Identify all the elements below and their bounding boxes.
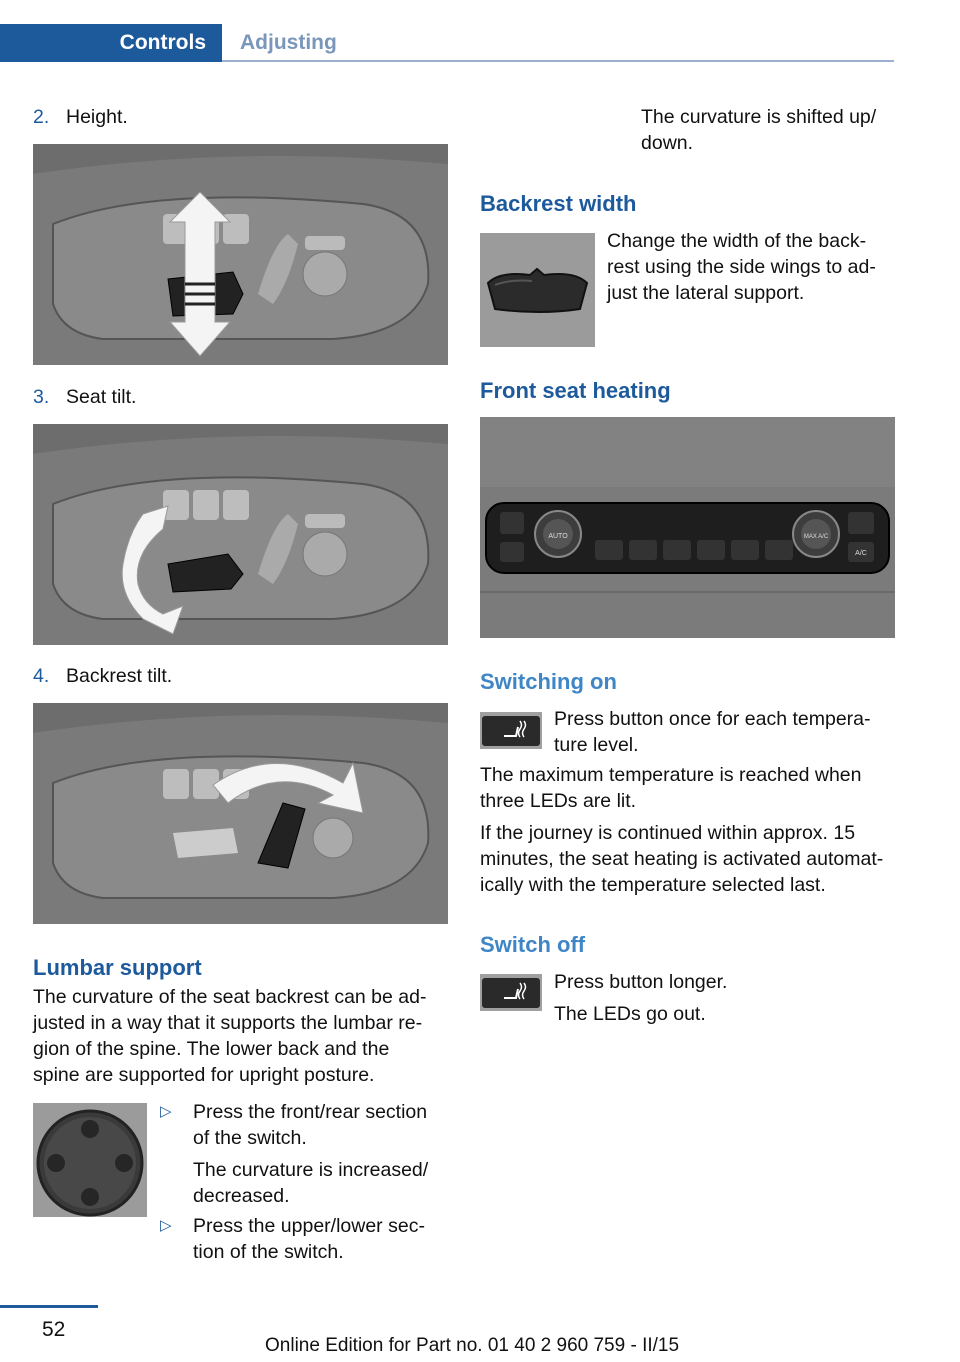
lumbar-support-text [33, 984, 453, 1088]
item-text: Seat tilt. [66, 386, 137, 408]
front-seat-heating-heading: Front seat heating [480, 378, 671, 403]
text-line: decreased. [193, 1185, 290, 1207]
panel-auto-label: AUTO [548, 533, 568, 540]
edition-text: Online Edition for Part no. 01 40 2 960 759 - II/15 [265, 1335, 680, 1356]
journey-continued-text [480, 820, 900, 898]
text-line: rest using the side wings to ad‐ [607, 256, 876, 278]
text-line: Press the front/rear section [193, 1101, 428, 1123]
text-line: Change the width of the back‐ [607, 230, 867, 252]
lumbar-bullet-front-rear [160, 1099, 450, 1209]
switch-off-instruction [554, 969, 894, 1027]
bullet-triangle-icon: ▷ [160, 1217, 172, 1234]
text-line: minutes, the seat heating is activated automat‐ [480, 848, 884, 870]
list-item-backrest-tilt [33, 663, 173, 689]
text-line: just the lateral support. [607, 282, 805, 304]
text-line: down. [641, 132, 694, 154]
seat-tilt-illustration [33, 424, 448, 645]
text-line: The curvature is increased/ [193, 1159, 429, 1181]
lumbar-continued-text [641, 104, 876, 156]
switching-on-heading: Switching on [480, 669, 617, 694]
backrest-width-switch-illustration [480, 233, 595, 347]
header-subsection-tab: Adjusting [222, 24, 894, 62]
text-line: If the journey is continued within approx. 15 [480, 822, 856, 844]
switching-on-instruction [554, 706, 894, 758]
list-item-seat-tilt [33, 384, 137, 410]
backrest-width-text [607, 228, 897, 306]
text-line: justed in a way that it supports the lumbar re‐ [33, 1012, 423, 1034]
panel-max-label: MAX A/C [803, 534, 829, 540]
text-line: The curvature is shifted up/ [641, 106, 877, 128]
seat-height-illustration [33, 144, 448, 365]
backrest-width-heading: Backrest width [480, 191, 637, 216]
text-line: tion of the switch. [193, 1241, 344, 1263]
lumbar-bullet-upper-lower [160, 1213, 450, 1265]
backrest-tilt-illustration [33, 703, 448, 924]
lumbar-support-heading: Lumbar support [33, 955, 202, 980]
text-line: The maximum temperature is reached when [480, 764, 862, 786]
text-line: gion of the spine. The lower back and the [33, 1038, 390, 1060]
lumbar-switch-illustration [33, 1103, 147, 1217]
text-line: ture level. [554, 734, 639, 756]
text-line: three LEDs are lit. [480, 790, 637, 812]
text-line: Press the upper/lower sec‐ [193, 1215, 425, 1237]
item-text: Height. [66, 106, 128, 128]
panel-ac-label: A/C [855, 550, 867, 557]
bullet-triangle-icon: ▷ [160, 1103, 172, 1120]
text-line: The LEDs go out. [554, 1003, 706, 1025]
seat-heating-button-icon [480, 974, 542, 1011]
text-line: of the switch. [193, 1127, 307, 1149]
text-line: Press button once for each tempera‐ [554, 708, 871, 730]
seat-heating-button-icon [480, 712, 542, 749]
item-text: Backrest tilt. [66, 665, 173, 687]
max-temperature-text [480, 762, 900, 814]
item-number: 4. [33, 665, 50, 687]
item-number: 2. [33, 106, 50, 128]
climate-control-panel-illustration [480, 417, 895, 638]
list-item-height [33, 104, 128, 130]
item-number: 3. [33, 386, 50, 408]
text-line: ically with the temperature selected last. [480, 874, 826, 896]
text-line: spine are supported for upright posture. [33, 1064, 375, 1086]
text-line: Press button longer. [554, 971, 728, 993]
switch-off-heading: Switch off [480, 932, 586, 957]
page-number: 52 [42, 1318, 66, 1341]
text-line: The curvature of the seat backrest can be ad‐ [33, 986, 427, 1008]
header-section-tab: Controls [0, 24, 222, 62]
footer-rule [0, 1305, 98, 1308]
